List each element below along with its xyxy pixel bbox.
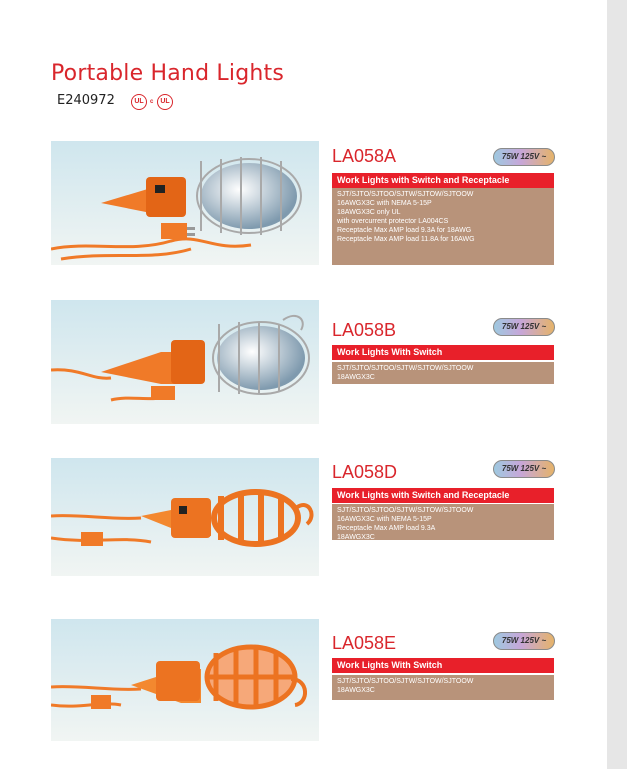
spec-line: Receptacle Max AMP load 9.3A for 18AWG bbox=[337, 227, 472, 234]
page-title: Portable Hand Lights bbox=[51, 60, 284, 86]
product-category-bar: Work Lights With Switch bbox=[332, 345, 554, 360]
product-photo bbox=[51, 458, 319, 576]
power-rating-badge: 75W 125V ~ bbox=[493, 148, 555, 166]
product-category-bar: Work Lights With Switch bbox=[332, 658, 554, 673]
page-side-strip bbox=[607, 0, 627, 769]
spec-line: SJT/SJTO/SJTOO/SJTW/SJTOW/SJTOOW bbox=[337, 365, 474, 372]
spec-box bbox=[332, 675, 554, 700]
model-number: LA058D bbox=[332, 462, 398, 482]
spec-box bbox=[332, 504, 554, 540]
power-rating-badge: 75W 125V ~ bbox=[493, 460, 555, 478]
product-photo bbox=[51, 619, 319, 741]
spec-line: SJT/SJTO/SJTOO/SJTW/SJTOW/SJTOOW bbox=[337, 678, 474, 685]
spec-line: with overcurrent protector LA004CS bbox=[337, 218, 449, 225]
power-rating-badge: 75W 125V ~ bbox=[493, 632, 555, 650]
product-category-bar: Work Lights with Switch and Receptacle bbox=[332, 488, 554, 503]
model-number: LA058E bbox=[332, 633, 397, 653]
cul-listed-logo: UL bbox=[157, 94, 173, 110]
c-mark-icon: c bbox=[150, 99, 154, 105]
spec-line: 16AWGX3C with NEMA 5-15P bbox=[337, 516, 432, 523]
spec-box bbox=[332, 362, 554, 384]
certification-number: E240972 bbox=[57, 93, 115, 108]
spec-line: 16AWGX3C with NEMA 5-15P bbox=[337, 200, 432, 207]
spec-line: Receptacle Max AMP load 11.8A for 16AWG bbox=[337, 236, 475, 243]
model-number: LA058A bbox=[332, 146, 397, 166]
spec-line: 18AWGX3C bbox=[337, 687, 375, 694]
spec-line: SJT/SJTO/SJTOO/SJTW/SJTOW/SJTOOW bbox=[337, 191, 474, 198]
spec-line: Receptacle Max AMP load 9.3A bbox=[337, 525, 436, 532]
spec-line: SJT/SJTO/SJTOO/SJTW/SJTOW/SJTOOW bbox=[337, 507, 474, 514]
product-category-bar: Work Lights with Switch and Receptacle bbox=[332, 173, 554, 188]
model-number: LA058B bbox=[332, 320, 397, 340]
ul-listed-logo: UL bbox=[131, 94, 147, 110]
power-rating-badge: 75W 125V ~ bbox=[493, 318, 555, 336]
product-photo bbox=[51, 141, 319, 265]
spec-line: 18AWGX3C bbox=[337, 534, 375, 541]
product-photo bbox=[51, 300, 319, 424]
spec-line: 18AWGX3C bbox=[337, 374, 375, 381]
spec-box bbox=[332, 188, 554, 265]
spec-line: 18AWGX3C only UL bbox=[337, 209, 401, 216]
